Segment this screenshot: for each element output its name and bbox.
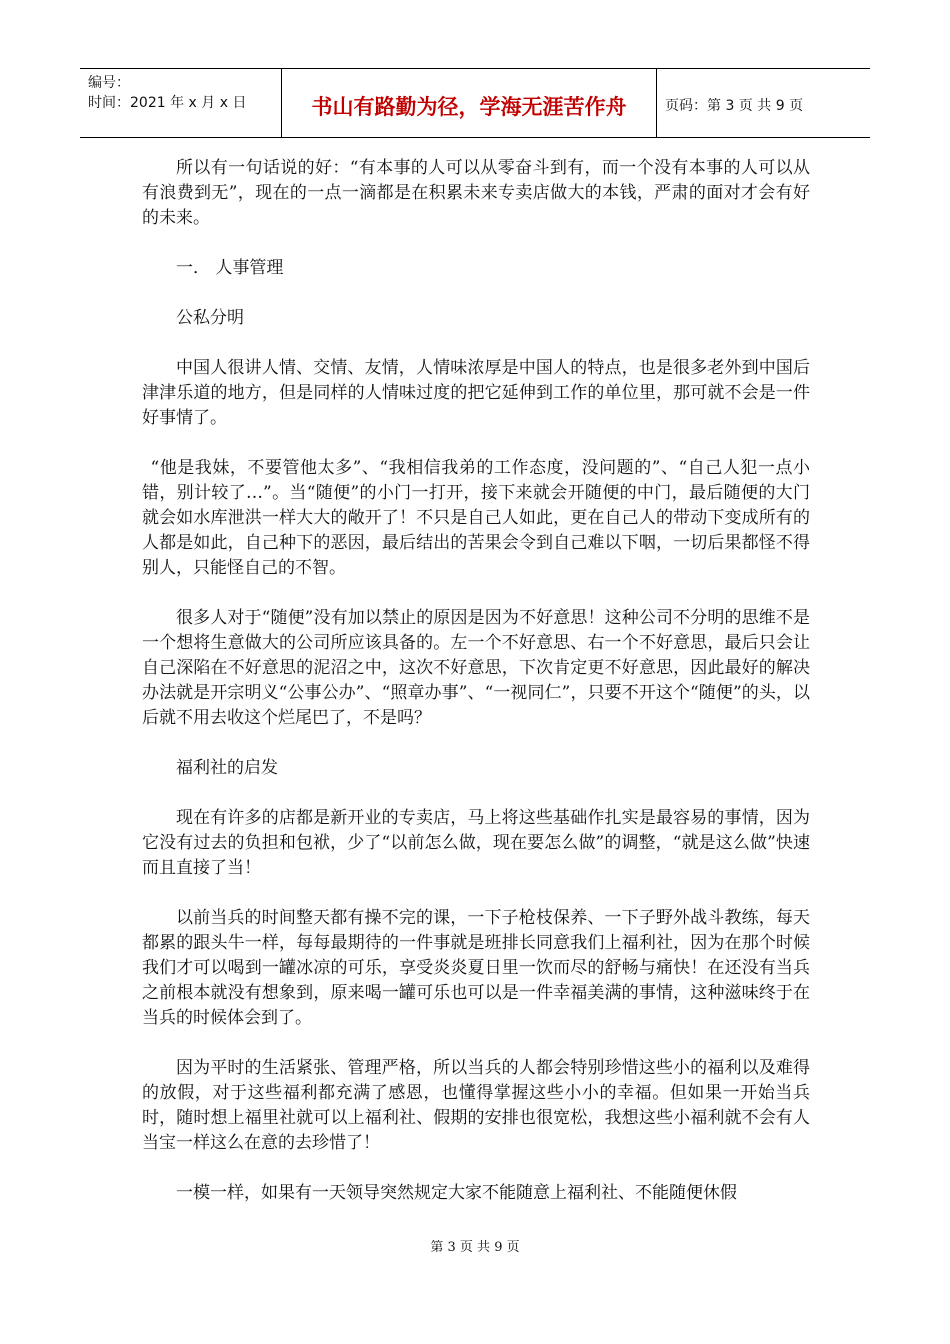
paragraph: 很多人对于“随便”没有加以禁止的原因是因为不好意思！这种公司不分明的思维不是一个想将生意做大的公司所应该具备的。左一个不好意思、右一个不好意思，最后只会让自己深陷在不好意思的泥沼之中，这次不好意思，下次肯定更不好意思，因此最好的解决办法就是开宗明义“公事公办”、“照章办事”、“一视同仁”，只要不开这个“随便”的头，以后就不用去收这个烂尾巴了，不是吗？ <box>142 608 810 728</box>
document-number-label: 编号： <box>88 75 130 91</box>
section-heading: 一． 人事管理 <box>176 258 284 278</box>
header-page-number: 页码：第 3 页 共 9 页 <box>665 98 804 114</box>
subsection-heading: 福利社的启发 <box>176 758 278 778</box>
paragraph: 一模一样，如果有一天领导突然规定大家不能随意上福利社、不能随便休假 <box>176 1183 737 1203</box>
paragraph: 中国人很讲人情、交情、友情，人情味浓厚是中国人的特点，也是很多老外到中国后津津乐道的地方，但是同样的人情味过度的把它延伸到工作的单位里，那可就不会是一件好事情了。 <box>142 358 810 428</box>
paragraph: 以前当兵的时间整天都有操不完的课，一下子枪枝保养、一下子野外战斗教练，每天都累的跟头牛一样，每每最期待的一件事就是班排长同意我们上福利社，因为在那个时候我们才可以喝到一罐冰凉的可乐，享受炎炎夏日里一饮而尽的舒畅与痛快！在还没有当兵之前根本就没有想象到，原来喝一罐可乐也可以是一件幸福美满的事情，这种滋味终于在当兵的时候体会到了。 <box>142 908 810 1028</box>
document-date-label: 时间：2021 年 x 月 x 日 <box>88 95 247 111</box>
header-meta <box>80 69 282 137</box>
paragraph: 所以有一句话说的好：“有本事的人可以从零奋斗到有，而一个没有本事的人可以从有浪费到无”，现在的一点一滴都是在积累未来专卖店做大的本钱，严肃的面对才会有好的未来。 <box>142 158 810 228</box>
page-header <box>80 68 870 138</box>
document-body <box>142 156 810 1206</box>
page-footer: 第 3 页 共 9 页 <box>430 1240 520 1255</box>
subsection-heading: 公私分明 <box>176 308 244 328</box>
paragraph: 现在有许多的店都是新开业的专卖店，马上将这些基础作扎实是最容易的事情，因为它没有过去的负担和包袱，少了“以前怎么做，现在要怎么做”的调整，“就是这么做”快速而且直接了当！ <box>142 808 810 878</box>
header-motto: 书山有路勤为径，学海无涯苦作舟 <box>282 69 657 137</box>
paragraph: 因为平时的生活紧张、管理严格，所以当兵的人都会特别珍惜这些小的福利以及难得的放假，对于这些福利都充满了感恩，也懂得掌握这些小小的幸福。但如果一开始当兵时，随时想上福里社就可以上福利社、假期的安排也很宽松，我想这些小福利就不会有人当宝一样这么在意的去珍惜了！ <box>142 1058 810 1153</box>
paragraph: “他是我妹，不要管他太多”、“我相信我弟的工作态度，没问题的”、“自己人犯一点小错，别计较了…”。当“随便”的小门一打开，接下来就会开随便的中门，最后随便的大门就会如水库泄洪一样大大的敞开了！不只是自己人如此，更在自己人的带动下变成所有的人都是如此，自己种下的恶因，最后结出的苦果会令到自己难以下咽，一切后果都怪不得别人，只能怪自己的不智。 <box>142 458 810 578</box>
